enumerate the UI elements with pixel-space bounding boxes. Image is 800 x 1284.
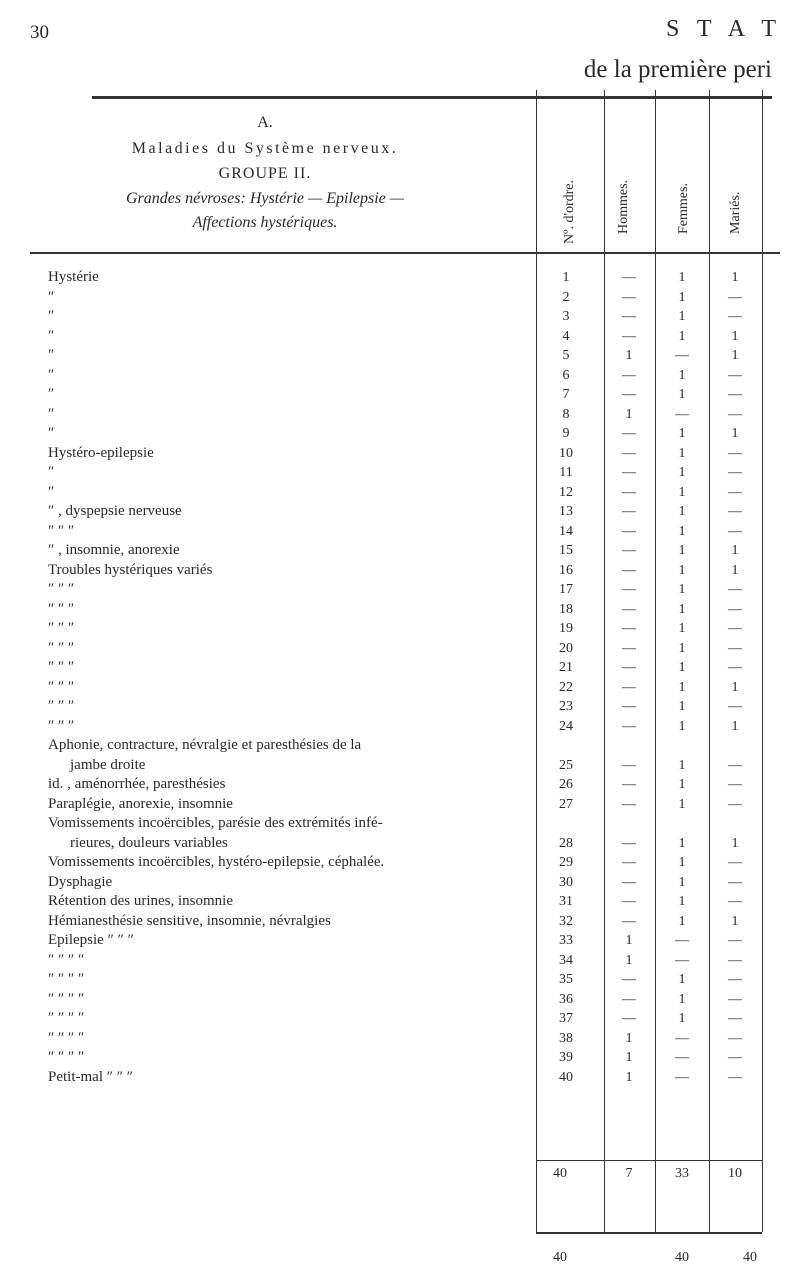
table-row-label: Vomissements incoërcibles, parésie des extrémités infé- [48,815,383,831]
table-cell-maries: 1 [731,679,739,695]
grand-total-femmes: 40 [675,1250,689,1265]
table-cell-femmes: — [675,1050,689,1065]
table-row-label: ″ ″ ″ [48,600,75,617]
table-cell-femmes: 1 [678,484,686,500]
table-cell-no: 24 [559,718,573,734]
top-rule [92,96,772,99]
table-cell-hommes: — [622,1011,636,1026]
table-cell-hommes: — [622,913,636,929]
table-cell-maries: — [728,1011,742,1026]
table-cell-hommes: — [622,562,636,578]
page-number: 30 [30,22,49,43]
table-cell-femmes: 1 [678,465,686,480]
table-cell-no: 22 [559,679,573,695]
table-cell-maries: — [728,406,742,422]
table-cell-no: 4 [562,328,570,344]
table-row-label: Petit-mal ″ ″ ″ [48,1068,133,1085]
table-cell-femmes: 1 [678,309,686,324]
table-cell-hommes: — [622,894,636,909]
table-cell-maries: — [728,445,742,461]
table-row-label: Hystérie [48,269,99,285]
table-cell-maries: — [728,699,742,714]
table-cell-maries: — [728,504,742,519]
table-cell-hommes: — [622,289,636,305]
table-cell-femmes: 1 [678,796,686,812]
table-row-label: ″ [48,464,55,480]
table-cell-no: 36 [559,991,573,1007]
table-cell-hommes: — [622,328,636,344]
table-cell-hommes: — [622,855,636,870]
table-cell-hommes: 1 [625,1030,633,1046]
table-row-label: ″ ″ ″ [48,522,75,539]
table-cell-femmes: 1 [678,582,686,597]
table-row-label: ″ ″ ″ ″ [48,1049,85,1065]
table-cell-maries: — [728,874,742,890]
column-divider [655,90,656,1232]
table-cell-hommes: — [622,757,636,773]
table-cell-maries: — [728,582,742,597]
table-row-label: Hémianesthésie sensitive, insomnie, névralgies [48,912,331,929]
table-cell-hommes: — [622,523,636,539]
table-row-label: ″ [48,347,55,363]
table-cell-femmes: 1 [678,894,686,909]
table-cell-no: 40 [559,1069,573,1085]
table-cell-maries: — [728,952,742,968]
table-cell-maries: — [728,777,742,792]
table-row-label: ″ , dyspepsie nerveuse [48,503,182,519]
column-header-maries: Mariés. [728,191,743,234]
table-cell-maries: 1 [731,718,739,734]
table-cell-no: 26 [559,777,573,792]
table-cell-maries: — [728,933,742,948]
table-row-label: id. , aménorrhée, paresthésies [48,776,226,792]
column-divider [604,90,605,1232]
column-header-no: Nº. d'ordre. [562,179,577,244]
table-cell-hommes: 1 [625,348,633,363]
table-cell-hommes: — [622,972,636,987]
table-cell-hommes: — [622,640,636,656]
table-cell-femmes: 1 [678,289,686,305]
table-row-label: ″ ″ ″ ″ [48,1010,85,1026]
table-row-label: ″ ″ ″ [48,659,75,675]
grand-total-no: 40 [553,1250,567,1265]
table-cell-no: 20 [559,640,573,656]
total-no: 40 [553,1166,567,1181]
table-cell-hommes: — [622,504,636,519]
table-cell-hommes: — [622,270,636,285]
grand-total-maries: 40 [743,1250,757,1265]
table-cell-no: 11 [559,465,573,480]
table-row-label: ″ ″ ″ ″ [48,951,85,968]
table-cell-maries: — [728,601,742,617]
table-cell-hommes: — [622,445,636,461]
table-cell-femmes: 1 [678,777,686,792]
total-maries: 10 [728,1166,742,1181]
table-cell-no: 28 [559,835,573,851]
table-cell-no: 38 [559,1030,573,1046]
table-cell-no: 33 [559,933,573,948]
table-cell-hommes: — [622,601,636,617]
total-hommes: 7 [625,1166,633,1181]
table-cell-maries: — [728,484,742,500]
table-cell-maries: — [728,855,742,870]
table-cell-no: 30 [559,874,573,890]
table-cell-no: 7 [562,387,570,402]
table-cell-femmes: 1 [678,387,686,402]
table-cell-maries: 1 [731,543,739,558]
table-cell-maries: — [728,309,742,324]
table-cell-hommes: — [622,484,636,500]
table-cell-femmes: 1 [678,367,686,383]
table-cell-no: 18 [559,601,573,617]
table-cell-hommes: 1 [625,1069,633,1085]
table-cell-femmes: 1 [678,562,686,578]
column-header-femmes: Femmes. [676,183,691,234]
table-cell-hommes: — [622,465,636,480]
table-cell-hommes: 1 [625,406,633,422]
table-cell-no: 14 [559,523,573,539]
table-row-label: ″ ″ ″ ″ [48,1029,85,1046]
table-cell-femmes: 1 [678,523,686,539]
table-cell-maries: 1 [731,426,739,441]
group-description-2: Affections hystériques. [192,214,338,231]
table-cell-hommes: — [622,796,636,812]
table-cell-no: 37 [559,1011,573,1026]
table-row-label: ″ ″ ″ ″ [48,990,85,1007]
table-row-label: ″ ″ ″ [48,639,75,656]
table-row-label: Epilepsie ″ ″ ″ [48,932,134,948]
table-cell-hommes: 1 [625,1050,633,1065]
table-cell-no: 16 [559,562,573,578]
section-title: Maladies du Système nerveux. [131,140,399,157]
total-femmes: 33 [675,1166,689,1181]
table-row-label: ″ [48,425,55,441]
table-row-label: Troubles hystériques variés [48,561,213,578]
table-cell-femmes: 1 [678,855,686,870]
table-cell-no: 3 [562,309,570,324]
table-cell-femmes: 1 [678,874,686,890]
table-row-label: ″ ″ ″ [48,698,75,714]
table-cell-femmes: 1 [678,328,686,344]
table-cell-no: 1 [562,270,570,285]
table-cell-hommes: — [622,582,636,597]
table-cell-femmes: — [675,1069,689,1085]
table-row-label: ″ ″ ″ ″ [48,971,85,987]
table-cell-maries: 1 [731,913,739,929]
table-cell-hommes: — [622,991,636,1007]
table-cell-no: 2 [562,289,570,305]
running-title: S T A T [665,16,782,42]
table-cell-femmes: 1 [678,543,686,558]
table-cell-no: 9 [562,426,570,441]
table-cell-maries: 1 [731,562,739,578]
table-cell-maries: — [728,640,742,656]
table-row-label: Aphonie, contracture, névralgie et paresthésies de la [48,737,362,753]
table-row-label: ″ ″ ″ [48,620,75,636]
table-cell-maries: — [728,1069,742,1085]
table-cell-hommes: — [622,874,636,890]
table-row-label: Vomissements incoërcibles, hystéro-epilepsie, céphalée. [48,854,385,870]
table-row-label-continued: rieures, douleurs variables [70,834,228,851]
bottom-rule [536,1232,762,1234]
table-cell-hommes: — [622,699,636,714]
table-cell-hommes: — [622,543,636,558]
header-bottom-rule [30,252,780,254]
table-row-label: Dysphagie [48,873,113,890]
table-cell-maries: — [728,289,742,305]
totals-rule [536,1160,762,1161]
table-cell-maries: — [728,796,742,812]
table-cell-femmes: 1 [678,426,686,441]
table-cell-femmes: 1 [678,504,686,519]
table-cell-femmes: — [675,1030,689,1046]
table-cell-hommes: — [622,718,636,734]
table-cell-hommes: — [622,309,636,324]
table-cell-no: 19 [559,621,573,636]
group-label: GROUPE II. [218,165,312,182]
table-cell-hommes: — [622,621,636,636]
table-row-label: ″ [48,308,55,324]
table-cell-maries: 1 [731,328,739,344]
table-cell-no: 8 [562,406,570,422]
table-cell-maries: — [728,621,742,636]
table-cell-no: 13 [559,504,573,519]
table-cell-maries: — [728,523,742,539]
table-cell-maries: — [728,757,742,773]
table-row-label: ″ [48,405,55,422]
table-row-label: Hystéro-epilepsie [48,444,154,461]
column-divider [762,90,763,1232]
table-cell-no: 27 [559,796,573,812]
table-cell-hommes: — [622,426,636,441]
table-row-label-continued: jambe droite [70,756,146,773]
table-cell-no: 17 [559,582,573,597]
table-cell-femmes: 1 [678,699,686,714]
table-cell-hommes: — [622,660,636,675]
table-cell-hommes: — [622,387,636,402]
table-cell-femmes: 1 [678,972,686,987]
table-row-label: ″ ″ ″ [48,717,75,734]
table-row-label: ″ ″ ″ [48,678,75,695]
table-cell-no: 25 [559,757,573,773]
table-cell-femmes: 1 [678,718,686,734]
table-row-label: ″ [48,483,55,500]
table-cell-no: 5 [562,348,570,363]
table-cell-maries: — [728,991,742,1007]
table-cell-no: 39 [559,1050,573,1065]
table-cell-no: 10 [559,445,573,461]
group-description: Grandes névroses: Hystérie — Epilepsie — [125,190,405,207]
table-cell-femmes: — [675,952,689,968]
table-cell-hommes: — [622,367,636,383]
table-cell-no: 12 [559,484,573,500]
table-row-label: ″ [48,366,55,383]
table-cell-hommes: — [622,679,636,695]
table-cell-maries: — [728,1050,742,1065]
table-cell-femmes: — [675,406,689,422]
table-cell-hommes: 1 [625,933,633,948]
column-header-hommes: Hommes. [616,179,631,234]
table-cell-femmes: 1 [678,913,686,929]
table-cell-maries: — [728,660,742,675]
table-cell-no: 15 [559,543,573,558]
table-cell-hommes: — [622,777,636,792]
table-row-label: ″ [48,288,55,305]
table-cell-femmes: 1 [678,679,686,695]
table-cell-maries: 1 [731,270,739,285]
column-divider [709,90,710,1232]
table-cell-femmes: 1 [678,991,686,1007]
table-row-label: ″ [48,327,55,344]
table-row-label: Rétention des urines, insomnie [48,893,233,909]
table-cell-maries: 1 [731,835,739,851]
table-cell-femmes: 1 [678,601,686,617]
table-row-label: Paraplégie, anorexie, insomnie [48,795,233,812]
table-cell-femmes: 1 [678,445,686,461]
table-cell-femmes: — [675,933,689,948]
table-cell-maries: — [728,465,742,480]
table-cell-femmes: 1 [678,757,686,773]
table-cell-maries: — [728,894,742,909]
table-cell-maries: — [728,1030,742,1046]
table-cell-maries: — [728,367,742,383]
table-cell-no: 21 [559,660,573,675]
table-cell-no: 6 [562,367,570,383]
table-cell-maries: 1 [731,348,739,363]
table-cell-femmes: 1 [678,621,686,636]
table-row-label: ″ , insomnie, anorexie [48,542,180,558]
section-letter: A. [257,114,273,131]
table-cell-no: 31 [559,894,573,909]
table-cell-no: 35 [559,972,573,987]
table-cell-no: 34 [559,952,573,968]
table-cell-femmes: 1 [678,660,686,675]
page-subtitle: de la première peri [583,56,772,83]
table-cell-no: 32 [559,913,573,929]
table-cell-no: 23 [559,699,573,714]
table-cell-femmes: 1 [678,270,686,285]
table-cell-no: 29 [559,855,573,870]
table-cell-femmes: 1 [678,640,686,656]
table-row-label: ″ ″ ″ [48,581,75,597]
table-cell-femmes: 1 [678,835,686,851]
table-cell-femmes: 1 [678,1011,686,1026]
table-cell-femmes: — [675,348,689,363]
table-cell-maries: — [728,972,742,987]
table-cell-hommes: — [622,835,636,851]
table-row-label: ″ [48,386,55,402]
table-cell-maries: — [728,387,742,402]
table-cell-hommes: 1 [625,952,633,968]
